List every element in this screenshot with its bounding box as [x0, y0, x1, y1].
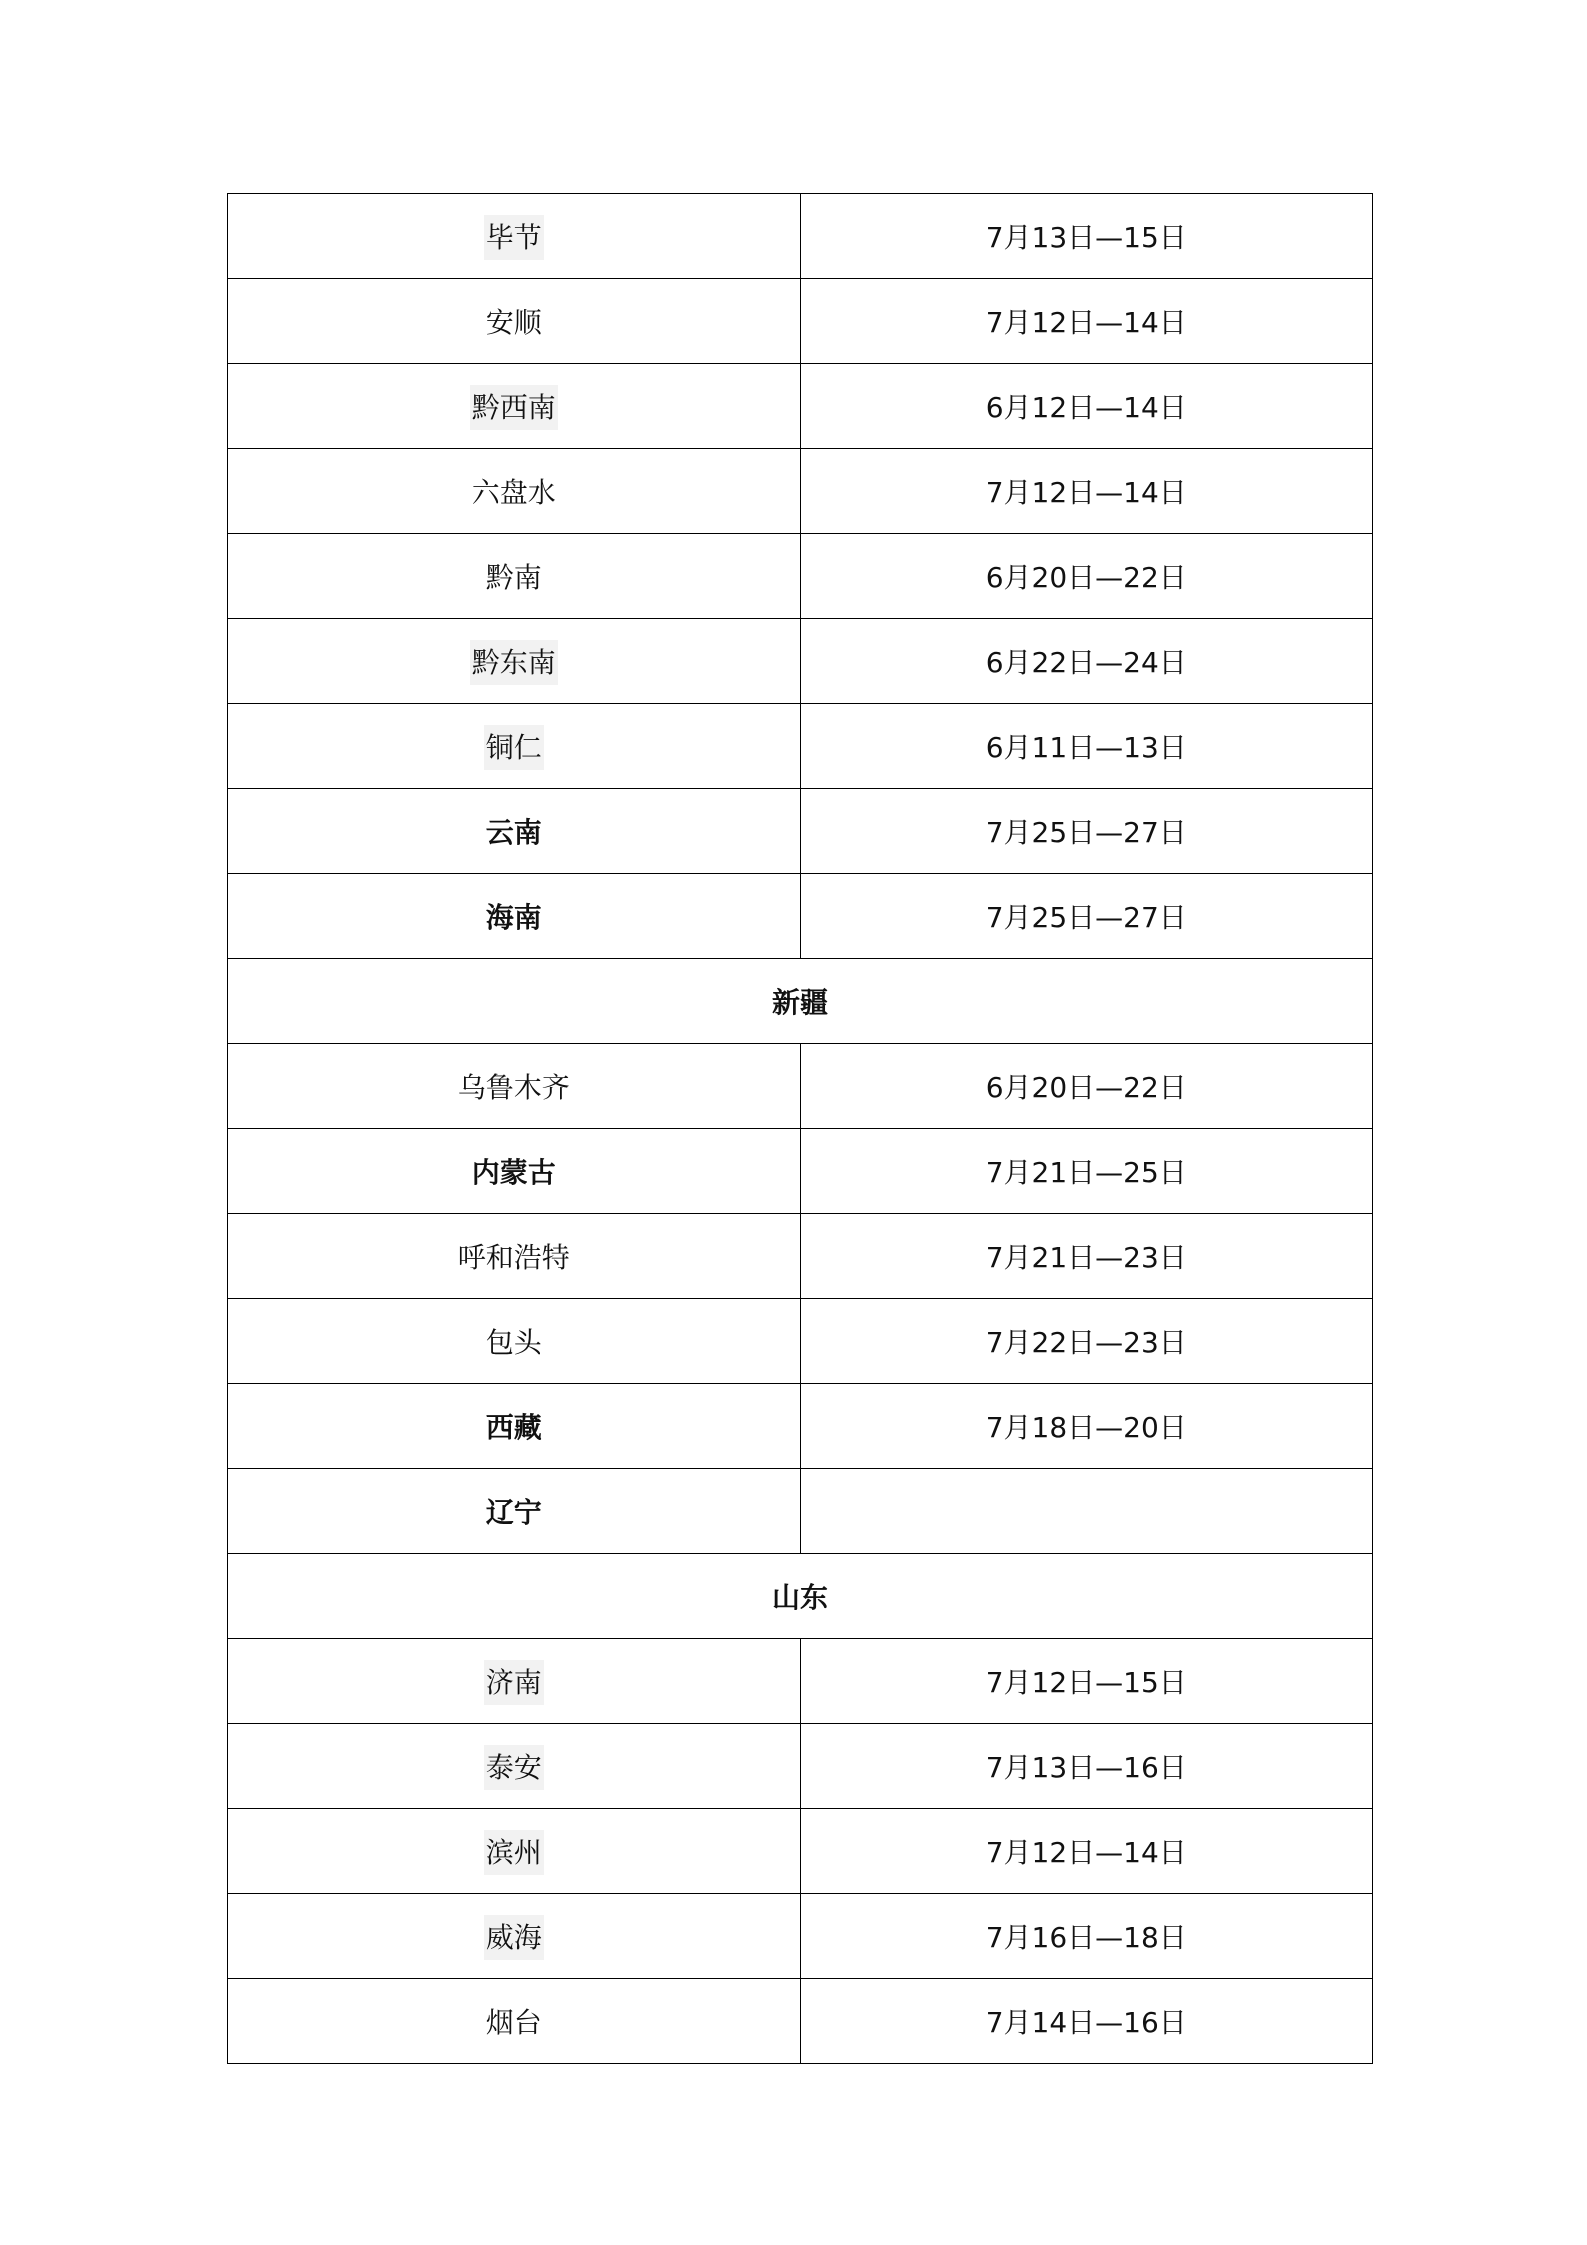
region-name: 烟台 — [485, 2006, 542, 2039]
region-cell — [228, 1129, 801, 1214]
region-cell — [228, 619, 801, 704]
table-row — [228, 1384, 1373, 1469]
date-cell: 7月25日—27日 — [800, 789, 1373, 874]
table-row — [228, 534, 1373, 619]
region-cell — [228, 279, 801, 364]
region-name: 包头 — [485, 1326, 542, 1359]
table-row — [228, 1299, 1373, 1384]
region-cell — [228, 1809, 801, 1894]
region-cell — [228, 1894, 801, 1979]
region-cell — [228, 1979, 801, 2064]
region-name: 六盘水 — [471, 476, 556, 509]
region-cell — [228, 874, 801, 959]
table-row — [228, 194, 1373, 279]
date-cell: 7月12日—14日 — [800, 279, 1373, 364]
date-cell: 7月14日—16日 — [800, 1979, 1373, 2064]
region-name: 呼和浩特 — [457, 1241, 570, 1274]
region-name: 济南 — [484, 1660, 544, 1705]
region-name: 黔西南 — [470, 385, 558, 430]
region-name: 滨州 — [484, 1830, 544, 1875]
table-row — [228, 1129, 1373, 1214]
schedule-table — [227, 193, 1373, 2064]
region-name: 黔南 — [485, 561, 542, 594]
date-cell: 7月13日—16日 — [800, 1724, 1373, 1809]
table-row — [228, 874, 1373, 959]
date-cell: 7月12日—15日 — [800, 1639, 1373, 1724]
region-cell — [228, 789, 801, 874]
region-cell — [228, 449, 801, 534]
table-row — [228, 619, 1373, 704]
region-name: 黔东南 — [470, 640, 558, 685]
region-name: 威海 — [484, 1915, 544, 1960]
date-cell: 7月21日—25日 — [800, 1129, 1373, 1214]
region-name: 安顺 — [485, 306, 542, 339]
region-cell — [228, 534, 801, 619]
region-name: 毕节 — [484, 215, 544, 260]
region-name: 西藏 — [485, 1411, 542, 1444]
date-cell: 7月16日—18日 — [800, 1894, 1373, 1979]
region-cell — [228, 194, 801, 279]
region-cell — [228, 1299, 801, 1384]
table-row — [228, 1044, 1373, 1129]
section-header-row — [228, 959, 1373, 1044]
table-row — [228, 1214, 1373, 1299]
date-cell: 7月18日—20日 — [800, 1384, 1373, 1469]
table-row — [228, 1724, 1373, 1809]
date-cell — [800, 1469, 1373, 1554]
date-cell: 6月20日—22日 — [800, 534, 1373, 619]
region-name: 泰安 — [484, 1745, 544, 1790]
region-cell — [228, 1639, 801, 1724]
table-row — [228, 1809, 1373, 1894]
region-cell — [228, 1724, 801, 1809]
date-cell: 7月12日—14日 — [800, 1809, 1373, 1894]
table-row — [228, 1894, 1373, 1979]
region-name: 内蒙古 — [471, 1156, 556, 1189]
date-cell: 7月12日—14日 — [800, 449, 1373, 534]
region-name: 海南 — [485, 901, 542, 934]
region-cell — [228, 1214, 801, 1299]
region-name: 铜仁 — [484, 725, 544, 770]
section-title: 山东 — [228, 1554, 1373, 1639]
date-cell: 7月22日—23日 — [800, 1299, 1373, 1384]
date-cell: 6月22日—24日 — [800, 619, 1373, 704]
region-cell — [228, 1384, 801, 1469]
region-cell — [228, 1044, 801, 1129]
region-name: 云南 — [485, 816, 542, 849]
table-row — [228, 364, 1373, 449]
table-row — [228, 449, 1373, 534]
date-cell: 6月11日—13日 — [800, 704, 1373, 789]
date-cell: 7月13日—15日 — [800, 194, 1373, 279]
region-cell — [228, 364, 801, 449]
date-cell: 6月20日—22日 — [800, 1044, 1373, 1129]
region-cell — [228, 704, 801, 789]
table-row — [228, 1979, 1373, 2064]
table-row — [228, 789, 1373, 874]
section-header-row — [228, 1554, 1373, 1639]
region-cell — [228, 1469, 801, 1554]
region-name: 乌鲁木齐 — [457, 1071, 570, 1104]
date-cell: 7月21日—23日 — [800, 1214, 1373, 1299]
table-row — [228, 704, 1373, 789]
table-row — [228, 279, 1373, 364]
table-row — [228, 1639, 1373, 1724]
section-title: 新疆 — [228, 959, 1373, 1044]
table-row — [228, 1469, 1373, 1554]
date-cell: 6月12日—14日 — [800, 364, 1373, 449]
region-name: 辽宁 — [485, 1496, 542, 1529]
date-cell: 7月25日—27日 — [800, 874, 1373, 959]
